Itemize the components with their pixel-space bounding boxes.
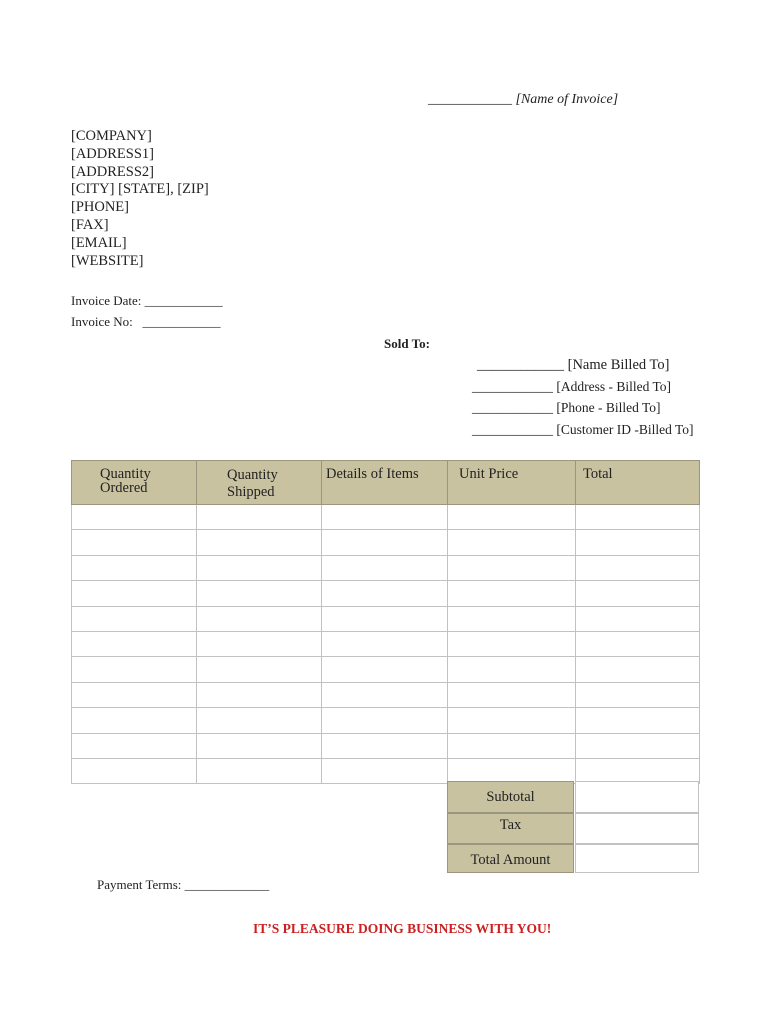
table-row [72, 530, 700, 555]
company-phone: [PHONE] [71, 199, 129, 216]
company-info [71, 128, 209, 270]
table-cell[interactable] [322, 606, 448, 631]
table-cell[interactable] [197, 505, 322, 530]
items-header-row [72, 461, 700, 505]
invoice-number-field[interactable]: Invoice No: ____________ [71, 314, 221, 329]
table-row [72, 758, 700, 783]
table-cell[interactable] [576, 530, 700, 555]
table-cell[interactable] [322, 758, 448, 783]
subtotal-value[interactable] [575, 781, 699, 813]
table-cell[interactable] [72, 682, 197, 707]
table-cell[interactable] [72, 708, 197, 733]
table-cell[interactable] [322, 505, 448, 530]
table-cell[interactable] [322, 555, 448, 580]
company-city-state-zip: [CITY] [STATE], [ZIP] [71, 181, 209, 198]
table-cell[interactable] [197, 581, 322, 606]
table-cell[interactable] [322, 581, 448, 606]
table-cell[interactable] [448, 505, 576, 530]
col-header-quantity-ordered: Quantity Ordered [72, 461, 197, 505]
company-website: [WEBSITE] [71, 252, 144, 269]
tax-label: Tax [447, 813, 574, 844]
col-header-unit-price: Unit Price [448, 461, 576, 505]
table-cell[interactable] [72, 657, 197, 682]
table-cell[interactable] [322, 631, 448, 656]
table-cell[interactable] [576, 505, 700, 530]
table-cell[interactable] [576, 631, 700, 656]
subtotal-label: Subtotal [447, 781, 574, 813]
table-cell[interactable] [197, 733, 322, 758]
table-row [72, 708, 700, 733]
billed-to-phone[interactable]: ____________ [Phone - Billed To] [472, 400, 661, 415]
table-cell[interactable] [72, 631, 197, 656]
table-row [72, 682, 700, 707]
table-cell[interactable] [576, 657, 700, 682]
table-cell[interactable] [576, 682, 700, 707]
table-cell[interactable] [322, 682, 448, 707]
billed-to-name[interactable]: ____________ [Name Billed To] [477, 357, 670, 373]
invoice-name-blank: ____________ [428, 92, 512, 107]
table-cell[interactable] [576, 758, 700, 783]
table-cell[interactable] [72, 606, 197, 631]
payment-terms-field[interactable]: Payment Terms: _____________ [97, 877, 270, 892]
table-row [72, 606, 700, 631]
table-cell[interactable] [448, 530, 576, 555]
billed-to-customer-id[interactable]: ____________ [Customer ID -Billed To] [472, 422, 694, 437]
company-name: [COMPANY] [71, 128, 152, 144]
table-row [72, 581, 700, 606]
company-fax: [FAX] [71, 216, 109, 233]
total-amount-value[interactable] [575, 844, 699, 873]
table-cell[interactable] [72, 530, 197, 555]
col-header-quantity-shipped: Quantity Shipped [197, 461, 322, 505]
invoice-name-placeholder: [Name of Invoice] [515, 92, 619, 107]
billed-to-address[interactable]: ____________ [Address - Billed To] [472, 379, 672, 394]
table-cell[interactable] [448, 581, 576, 606]
table-cell[interactable] [197, 606, 322, 631]
table-cell[interactable] [197, 682, 322, 707]
company-email: [EMAIL] [71, 234, 127, 251]
tax-value[interactable] [575, 813, 699, 844]
table-cell[interactable] [448, 555, 576, 580]
table-cell[interactable] [197, 631, 322, 656]
table-cell[interactable] [322, 733, 448, 758]
table-row [72, 555, 700, 580]
table-cell[interactable] [576, 708, 700, 733]
sold-to-heading: Sold To: [384, 336, 430, 351]
table-cell[interactable] [576, 581, 700, 606]
table-cell[interactable] [576, 733, 700, 758]
table-cell[interactable] [72, 733, 197, 758]
table-cell[interactable] [448, 682, 576, 707]
table-row [72, 733, 700, 758]
table-cell[interactable] [72, 505, 197, 530]
table-row [72, 631, 700, 656]
table-row [72, 657, 700, 682]
table-cell[interactable] [576, 555, 700, 580]
table-cell[interactable] [448, 606, 576, 631]
company-address2: [ADDRESS2] [71, 163, 154, 180]
table-cell[interactable] [72, 555, 197, 580]
table-cell[interactable] [448, 758, 576, 783]
table-cell[interactable] [448, 733, 576, 758]
table-cell[interactable] [576, 606, 700, 631]
table-cell[interactable] [322, 530, 448, 555]
col-header-details: Details of Items [322, 461, 448, 505]
items-table [71, 460, 700, 784]
closing-message: IT’S PLEASURE DOING BUSINESS WITH YOU! [253, 921, 552, 936]
table-cell[interactable] [322, 657, 448, 682]
table-cell[interactable] [72, 581, 197, 606]
col-header-total: Total [576, 461, 700, 505]
invoice-date-field[interactable]: Invoice Date: ____________ [71, 293, 223, 308]
table-cell[interactable] [197, 555, 322, 580]
table-cell[interactable] [197, 708, 322, 733]
company-address1: [ADDRESS1] [71, 145, 154, 162]
table-cell[interactable] [197, 758, 322, 783]
invoice-name-line [428, 92, 618, 108]
table-cell[interactable] [197, 530, 322, 555]
table-cell[interactable] [448, 631, 576, 656]
table-row [72, 505, 700, 530]
total-amount-label: Total Amount [447, 844, 574, 873]
table-cell[interactable] [322, 708, 448, 733]
table-cell[interactable] [448, 708, 576, 733]
table-cell[interactable] [72, 758, 197, 783]
table-cell[interactable] [448, 657, 576, 682]
table-cell[interactable] [197, 657, 322, 682]
